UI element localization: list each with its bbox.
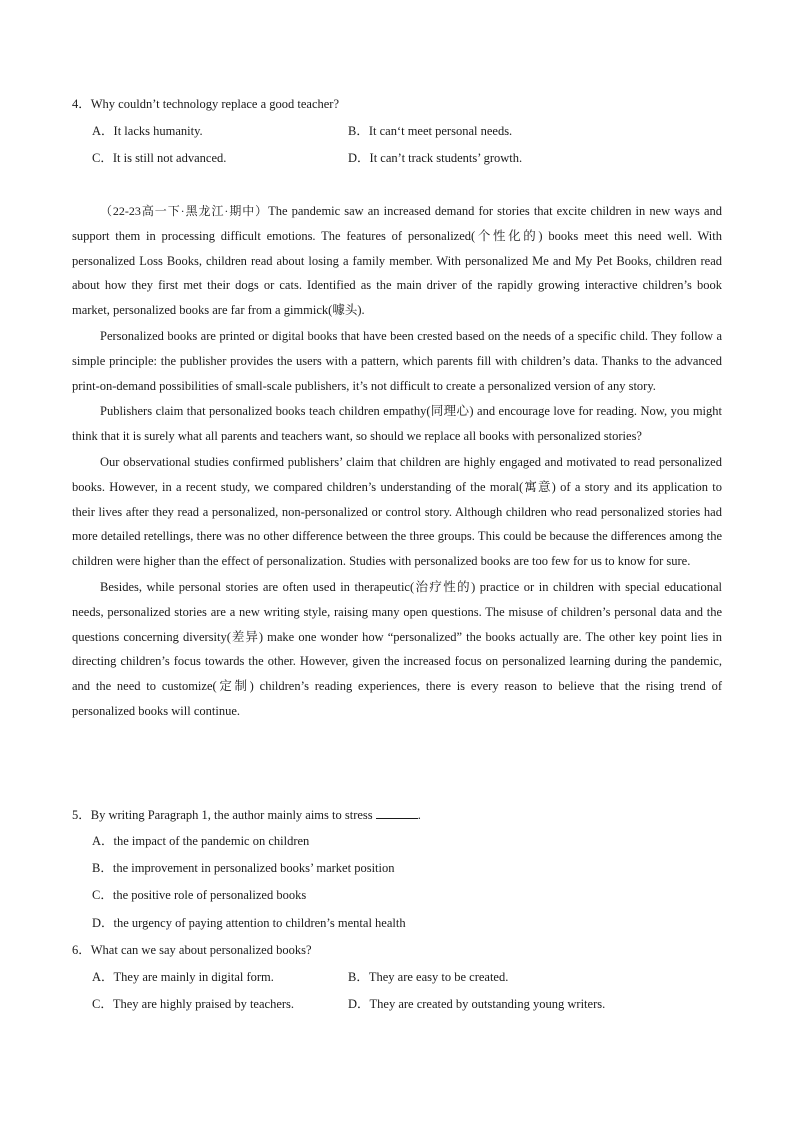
question-5-stem: 5．By writing Paragraph 1, the author mainly aims to stress . [72, 808, 421, 822]
question-5-option-a [92, 833, 309, 849]
option-letter: D． [92, 916, 114, 930]
question-4-option-a [92, 123, 203, 139]
option-text: It lacks humanity. [113, 124, 203, 138]
passage-paragraph-5: Besides, while personal stories are often used in therapeutic(治疗性的) practice or in children with special educational needs, personalized stories are a new writing style, raising many open questions. The misuse of children’s personal data and the questions concerning diversity(差异) make one wonder how “personalized” the books actually are. The other key point lies in directing children’s focus towards the other. However, given the increased focus on personalized learning during the pandemic, and the need to customize(定制) children’s reading experiences, there is every reason to believe that the rising trend of personalized books will continue. [72, 579, 722, 718]
option-text: They are highly praised by teachers. [112, 997, 295, 1011]
option-letter: C． [92, 888, 113, 902]
option-text: They are created by outstanding young writers. [369, 997, 606, 1011]
passage-paragraph-2: Personalized books are printed or digital books that have been crested based on the needs of a specific child. They follow a simple principle: the publisher provides the users with a pattern, which parents fill with children’s data. Thanks to the advanced print-on-demand possibilities of small-scale publishers, it’s not difficult to create a personalized version of any story. [72, 328, 722, 393]
question-5-option-b [92, 860, 395, 876]
option-letter: C． [92, 151, 113, 165]
option-text: It is still not advanced. [112, 151, 227, 165]
question-6-option-b [348, 969, 508, 985]
option-letter: B． [92, 861, 113, 875]
option-letter: B． [348, 970, 369, 984]
option-letter: D． [348, 997, 370, 1011]
question-4-option-c [92, 150, 226, 166]
question-6-stem: 6．What can we say about personalized books? [72, 943, 312, 957]
option-text: It can’t track students’ growth. [369, 151, 523, 165]
option-letter: A． [92, 124, 114, 138]
option-text: the positive role of personalized books [112, 888, 307, 902]
question-4-stem: 4．Why couldn’t technology replace a good teacher? [72, 97, 340, 111]
option-text: the impact of the pandemic on children [113, 834, 310, 848]
passage-source: （22-23高一下·黑龙江·期中） [100, 204, 269, 218]
answer-blank[interactable] [376, 806, 418, 819]
question-6-option-c [92, 996, 294, 1012]
passage-paragraph-1: （22-23高一下·黑龙江·期中）The pandemic saw an increased demand for stories that excite children in new ways and support them in processing difficult emotions. The features of personalized(个性化的) books meet this need well. With personalized Loss Books, children read about losing a family member. With personalized Me and My Pet Books, children read about how they first met their dogs or cats. Identified as the main driver of the rapidly growing interactive children’s book market, personalized books are far from a gimmick(噱头). [72, 204, 722, 318]
question-5-option-c [92, 887, 306, 903]
passage-paragraph-3: Publishers claim that personalized books teach children empathy(同理心) and encourage love for reading. Now, you might think that it is surely what all parents and teachers want, so should we replace all books with personalized stories? [72, 404, 722, 444]
passage-paragraph-4: Our observational studies confirmed publishers’ claim that children are highly engaged and motivated to read personalized books. However, in a recent study, we compared children’s understanding of the moral(寓意) of a story and its application to their lives after they read a personalized, non-personalized or control story. Although children who read personalized stories had more detailed retellings, there was no other difference between the three groups. This could be because the differences among the children were higher than the effect of personalization. Studies with personalized books are too few for us to know for sure. [72, 454, 722, 569]
option-letter: D． [348, 151, 370, 165]
question-4-option-d [348, 150, 522, 166]
option-text: They are easy to be created. [368, 970, 509, 984]
question-4-option-b [348, 123, 512, 139]
reading-passage [72, 199, 722, 724]
question-6-option-d [348, 996, 605, 1012]
option-letter: A． [92, 834, 114, 848]
option-letter: A． [92, 970, 114, 984]
option-letter: B． [348, 124, 369, 138]
option-text: They are mainly in digital form. [113, 970, 274, 984]
option-text: It can‘t meet personal needs. [368, 124, 513, 138]
question-6-option-a [92, 969, 274, 985]
option-text: the urgency of paying attention to children’s mental health [113, 916, 406, 930]
option-text: the improvement in personalized books’ market position [112, 861, 395, 875]
option-letter: C． [92, 997, 113, 1011]
question-5-option-d [92, 915, 406, 931]
